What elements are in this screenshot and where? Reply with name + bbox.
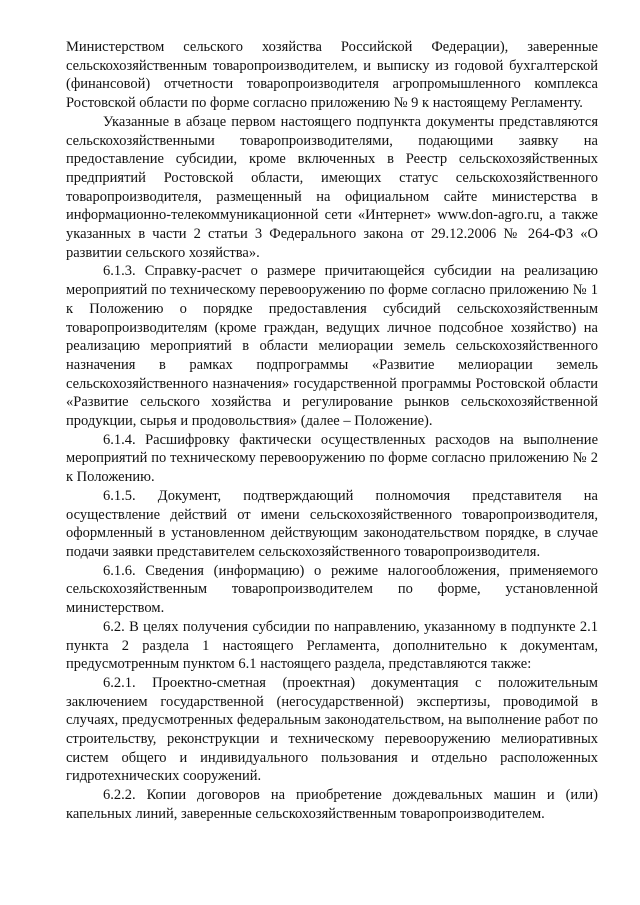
paragraph-continuation: Министерством сельского хозяйства Российской Федерации), заверенные сельскохозяйственным товаропроизводителем, и выписку из годовой бухгалтерской (финансовой) отчетности товаропроизводителя агропромышленного комплекса Ростовской области по форме согласно приложению № 9 к настоящему Регламенту. xyxy=(66,39,598,112)
paragraph-6-2-1: 6.2.1. Проектно-сметная (проектная) документация с положительным заключением государственной (негосударственной) экспертизы, проводимой в случаях, предусмотренных федеральным законодательством, на выполнение работ по строительству, реконструкции и техническому перевооружению мелиоративных систем общего и индивидуального пользования и отдельно расположенных гидротехнических сооружений. xyxy=(66,674,598,785)
paragraph-6-1-6: 6.1.6. Сведения (информацию) о режиме налогообложения, применяемого сельскохозяйственным товаропроизводителем по форме, установленной министерством. xyxy=(66,562,598,617)
paragraph-6-2: 6.2. В целях получения субсидии по направлению, указанному в подпункте 2.1 пункта 2 раздела 1 настоящего Регламента, дополнительно к документам, предусмотренным пунктом 6.1 настоящего раздела, представляются также: xyxy=(66,618,598,673)
paragraph-6-1-5: 6.1.5. Документ, подтверждающий полномочия представителя на осуществление действий от имени сельскохозяйственного товаропроизводителя, оформленный в установленном действующим законодательством порядке, в случае подачи заявки представителем сельскохозяйственного товаропроизводителя. xyxy=(66,487,598,560)
paragraph-6-1-4: 6.1.4. Расшифровку фактически осуществленных расходов на выполнение мероприятий по техническому перевооружению по форме согласно приложению № 2 к Положению. xyxy=(66,431,598,486)
paragraph-documents-note: Указанные в абзаце первом настоящего подпункта документы представляются сельскохозяйственными товаропроизводителями, подающими заявку на предоставление субсидии, кроме включенных в Реестр сельскохозяйственных предприятий Ростовской области, имеющих статус сельскохозяйственного товаропроизводителя, размещенный на официальном сайте министерства в информационно-телекоммуникационной сети «Интернет» www.don-agro.ru, а также указанных в части 2 статьи 3 Федерального закона от 29.12.2006 № 264-ФЗ «О развитии сельского хозяйства». xyxy=(66,113,598,261)
paragraph-6-1-3: 6.1.3. Справку-расчет о размере причитающейся субсидии на реализацию мероприятий по техническому перевооружению по форме согласно приложению № 1 к Положению о порядке предоставления субсидий сельскохозяйственным товаропроизводителям (кроме граждан, ведущих личное подсобное хозяйство) на реализацию мероприятий в области мелиорации земель сельскохозяйственного назначения в рамках подпрограммы «Развитие мелиорации земель сельскохозяйственного назначения» государственной программы Ростовской области «Развитие сельского хозяйства и регулирование рынков сельскохозяйственной продукции, сырья и продовольствия» (далее – Положение). xyxy=(66,263,598,430)
paragraph-6-2-2: 6.2.2. Копии договоров на приобретение дождевальных машин и (или) капельных линий, заверенные сельскохозяйственным товаропроизводителем. xyxy=(66,787,598,822)
